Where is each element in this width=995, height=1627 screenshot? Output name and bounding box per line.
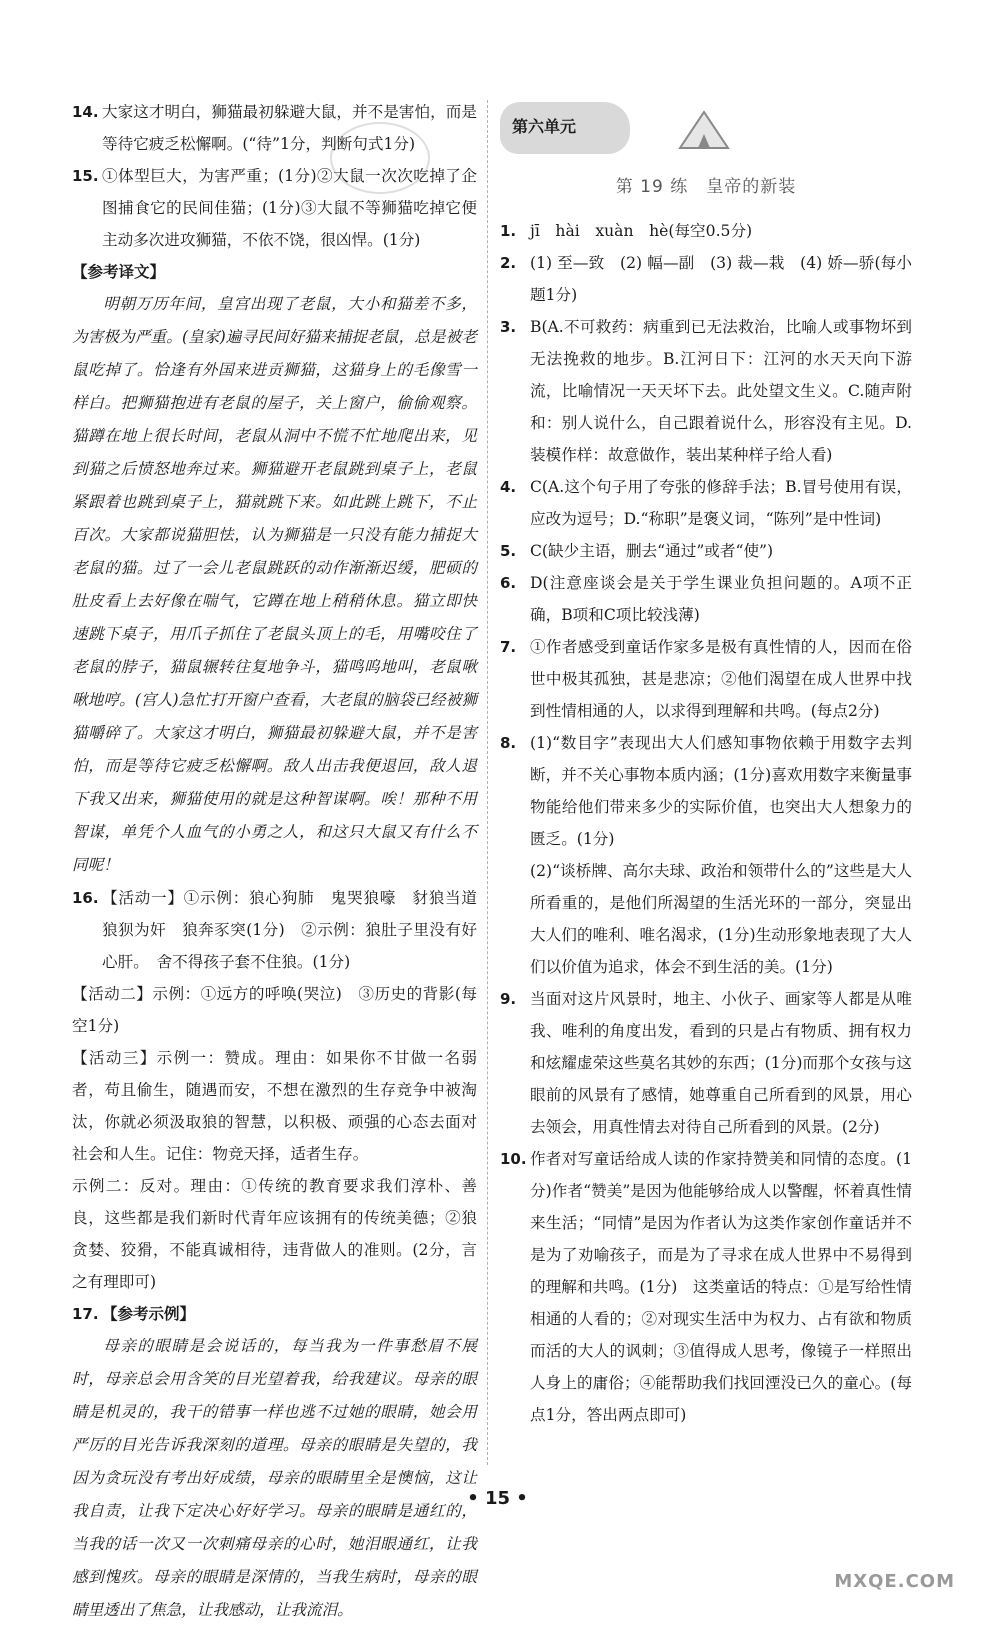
question-number: 10. [500,1150,527,1168]
reference-essay: 母亲的眼睛是会说话的，每当我为一件事愁眉不展时，母亲总会用含笑的目光望着我，给我建议。母亲的眼睛是机灵的，我干的错事一样也逃不过她的眼睛，她会用严厉的目光告诉我深刻的道理。母亲的眼睛是失望的，我因为贪玩没有考出好成绩，母亲的眼睛里全是懊恼，这让我自责，让我下定决心好好学习。母亲的眼睛是通红的，当我的话一次又一次刺痛母亲的心时，她泪眼通红，让我感到愧疚。母亲的眼睛是深情的，当我生病时，母亲的眼睛里透出了焦急，让我感动，让我流泪。 [72,1337,477,1619]
reference-translation-heading: 【参考译文】 [72,263,166,281]
question-number: 7. [500,638,517,656]
activity-3-example-2: 示例二：反对。理由：①传统的教育要求我们淳朴、善良，这些都是我们新时代青年应该拥有的传统美德；②狼贪婪、狡猾，不能真诚相待，违背做人的准则。(2分，言之有理即可) [72,1177,477,1291]
question-17 [72,1298,477,1330]
answer-item [500,471,912,535]
answer-item [500,311,912,471]
question-number: 9. [500,990,517,1008]
answer-text: (2)“谈桥牌、高尔夫球、政治和领带什么的”这些是大人所看重的，是他们所渴望的生活光环的一部分，突显出大人们的唯利、唯名渴求，(1分)生动形象地表现了大人们以价值为追求，体会不到生活的美。(1分) [530,862,912,976]
question-16-activity-3-example-2 [72,1170,477,1298]
activity-3: 【活动三】示例一：赞成。理由：如果你不甘做一名弱者，苟且偷生，随遇而安，不想在激烈的生存竞争中被淘汰，你就必须汲取狼的智慧，以积极、顽强的心态去面对社会和人生。记住：物竞天择，适者生存。 [72,1049,477,1163]
question-number: 4. [500,478,517,496]
activity-1: 【活动一】①示例：狼心狗肺 鬼哭狼嚎 豺狼当道 狼狈为奸 狼奔豕突(1分) ②示例：狼肚子里没有好心肝。 舍不得孩子套不住狼。(1分) [102,889,493,971]
answer-text: (1) 至—致 (2) 幅—副 (3) 裁—栽 (4) 娇—骄(每小题1分) [530,254,912,304]
answer-text: B(A.不可救药：病重到已无法救治，比喻人或事物坏到无法挽救的地步。B.江河日下：江河的水天天向下游流，比喻情况一天天坏下去。此处望文生义。C.随声附和：别人说什么，自己跟着说什么，形容没有主见。D.装模作样：故意做作，装出某种样子给人看) [530,318,912,464]
activity-2: 【活动二】示例：①远方的呼唤(哭泣) ③历史的背影(每空1分) [72,985,477,1035]
unit-title: 第六单元 [512,117,577,136]
question-number: 8. [500,734,517,752]
question-number: 5. [500,542,517,560]
answer-item [500,215,912,247]
answer-item [500,247,912,311]
left-column [72,96,493,1627]
lesson-title: 第 19 练 皇帝的新装 [615,177,797,197]
answer-text: D(注意座谈会是关于学生课业负担问题的。A项不正确，B项和C项比较浅薄) [530,574,912,624]
question-15 [72,160,477,256]
question-16-activity-2 [72,978,477,1042]
answer-item [500,631,912,727]
answer-text: C(A.这个句子用了夸张的修辞手法；B.冒号使用有误，应改为逗号；D.“称职”是褒义词，“陈列”是中性词) [530,478,912,528]
question-number: 2. [500,254,517,272]
question-14 [72,96,477,160]
answer-item [500,567,912,631]
page-number: • 15 • [467,1488,528,1509]
answer-item [500,855,912,983]
question-number: 14. [72,103,99,121]
answer-text: ①体型巨大，为害严重；(1分)②大鼠一次次吃掉了企图捕食它的民间佳猫；(1分)③大鼠不等狮猫吃掉它便主动多次进攻狮猫，不依不饶，很凶悍。(1分) [102,167,477,249]
question-number: 16. [72,889,99,907]
site-watermark: MXQE.COM [834,1571,955,1592]
reference-translation: 明朝万历年间，皇宫出现了老鼠，大小和猫差不多，为害极为严重。(皇家)遍寻民间好猫来捕捉老鼠，总是被老鼠吃掉了。恰逢有外国来进贡狮猫，这猫身上的毛像雪一样白。把狮猫抱进有老鼠的屋子，关上窗户，偷偷观察。猫蹲在地上很长时间，老鼠从洞中不慌不忙地爬出来，见到猫之后愤怒地奔过来。狮猫避开老鼠跳到桌子上，老鼠紧跟着也跳到桌子上，猫就跳下来。如此跳上跳下，不止百次。大家都说猫胆怯，认为狮猫是一只没有能力捕捉大老鼠的猫。过了一会儿老鼠跳跃的动作渐渐迟缓，肥硕的肚皮看上去好像在喘气，它蹲在地上稍稍休息。猫立即快速跳下桌子，用爪子抓住了老鼠头顶上的毛，用嘴咬住了老鼠的脖子，猫鼠辗转往复地争斗，猫鸣呜地叫，老鼠啾啾地哼。(宫人)急忙打开窗户查看，大老鼠的脑袋已经被狮猫嚼碎了。大家这才明白，狮猫最初躲避大鼠，并不是害怕，而是等待它疲乏松懈啊。敌人出击我便退回，敌人退下我又出来，狮猫使用的就是这种智谋啊。唉！那种不用智谋，单凭个人血气的小勇之人，和这只大鼠又有什么不同呢！ [72,295,477,874]
column-divider [487,100,489,1465]
answer-item [500,727,912,855]
question-number: 6. [500,574,517,592]
question-16 [72,882,493,978]
answer-item [500,535,912,567]
answer-text: 作者对写童话给成人读的作家持赞美和同情的态度。(1分)作者“赞美”是因为他能够给成人以警醒，怀着真性情来生活；“同情”是因为作者认为这类作家创作童话并不是为了劝喻孩子，而是为了寻求在成人世界中不易得到的理解和共鸣。(1分) 这类童话的特点：①是写给性情相通的人看的；②对现实生活中为权力、占有欲和物质而活的大人的讽刺；③值得成人思考，像镜子一样照出人身上的庸俗；④能帮助我们找回湮没已久的童心。(每点1分，答出两点即可) [530,1150,912,1424]
answer-text: C(缺少主语，删去“通过”或者“使”) [530,542,774,560]
reference-example-heading: 【参考示例】 [102,1305,196,1323]
question-number: 1. [500,222,517,240]
answer-text: 大家这才明白，狮猫最初躲避大鼠，并不是害怕，而是等待它疲乏松懈啊。(“待”1分，判断句式1分) [102,103,477,153]
right-column [500,96,912,1431]
answer-item [500,1143,912,1431]
answer-text: (1)“数目字”表现出大人们感知事物依赖于用数字去判断，并不关心事物本质内涵；(1分)喜欢用数字来衡量事物能给他们带来多少的实际价值，也突出大人想象力的匮乏。(1分) [530,734,912,848]
tent-icon [676,106,732,152]
question-number: 17. [72,1305,99,1323]
question-16-activity-3 [72,1042,477,1170]
answer-text: 当面对这片风景时，地主、小伙子、画家等人都是从唯我、唯利的角度出发，看到的只是占有物质、拥有权力和炫耀虚荣这些莫名其妙的东西；(1分)而那个女孩与这眼前的风景有了感情，她尊重自己所看到的风景，用心去领会，用真性情去对待自己所看到的风景。(2分) [530,990,912,1136]
question-number: 15. [72,167,99,185]
answer-text: ①作者感受到童话作家多是极有真性情的人，因而在俗世中极其孤独，甚是悲凉；②他们渴望在成人世界中找到性情相通的人，以求得到理解和共鸣。(每点2分) [530,638,912,720]
answer-text: jī hài xuàn hè(每空0.5分) [530,222,753,240]
unit-banner [500,96,912,158]
answer-item [500,983,912,1143]
answer-list [500,215,912,1431]
question-number: 3. [500,318,517,336]
